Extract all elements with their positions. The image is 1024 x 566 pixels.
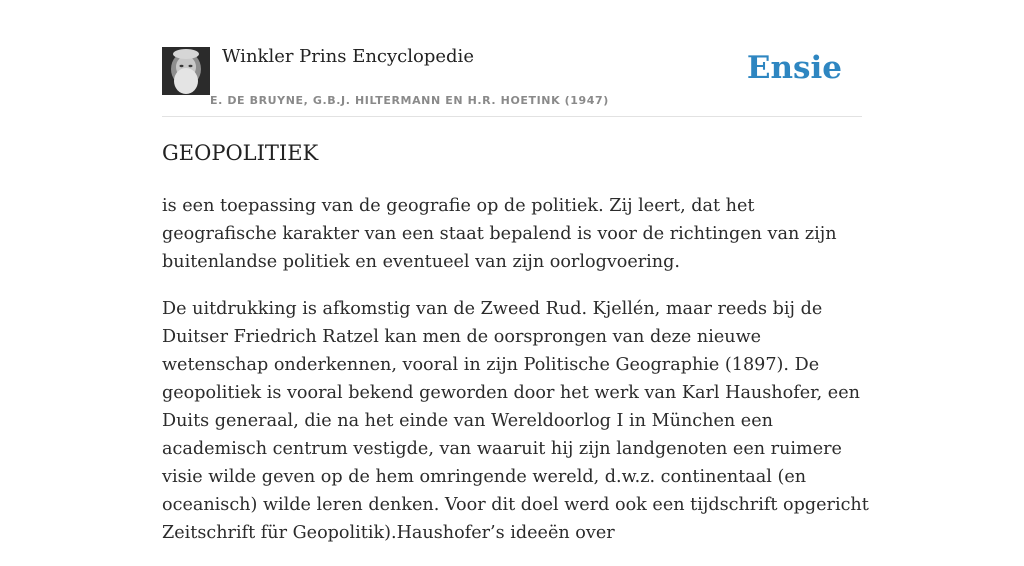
site-name[interactable]: Winkler Prins Encyclopedie <box>222 46 474 67</box>
paragraph: is een toepassing van de geografie op de politiek. Zij leert, dat het geografische karakter van een staat bepalend is voor de richtingen van zijn buitenlandse politiek en eventueel van zijn oorlogvoering. <box>162 196 837 272</box>
ensie-logo[interactable]: Ensie <box>746 50 842 86</box>
site-header <box>162 44 862 117</box>
portrait-image <box>162 47 210 95</box>
authors-credit: E. DE BRUYNE, G.B.J. HILTERMANN EN H.R. HOETINK (1947) <box>210 94 609 107</box>
article-body <box>162 192 870 566</box>
author-portrait <box>162 47 210 95</box>
paragraph: De uitdrukking is afkomstig van de Zweed Rud. Kjellén, maar reeds bij de Duitser Friedrich Ratzel kan men de oorsprongen van deze nieuwe wetenschap onderkennen, vooral in zijn Politische Geographie (1897). De geopolitiek is vooral bekend geworden door het werk van Karl Haushofer, een Duits generaal, die na het einde van Wereldoorlog I in München een academisch centrum vestigde, van waaruit hij zijn landgenoten een ruimere visie wilde geven op de hem omringende wereld, d.w.z. continentaal (en oceanisch) wilde leren denken. Voor dit doel werd ook een tijdschrift opgericht Zeitschrift für Geopolitik).Haushofer’s ideeën over <box>162 299 869 543</box>
article-title: GEOPOLITIEK <box>162 141 319 165</box>
